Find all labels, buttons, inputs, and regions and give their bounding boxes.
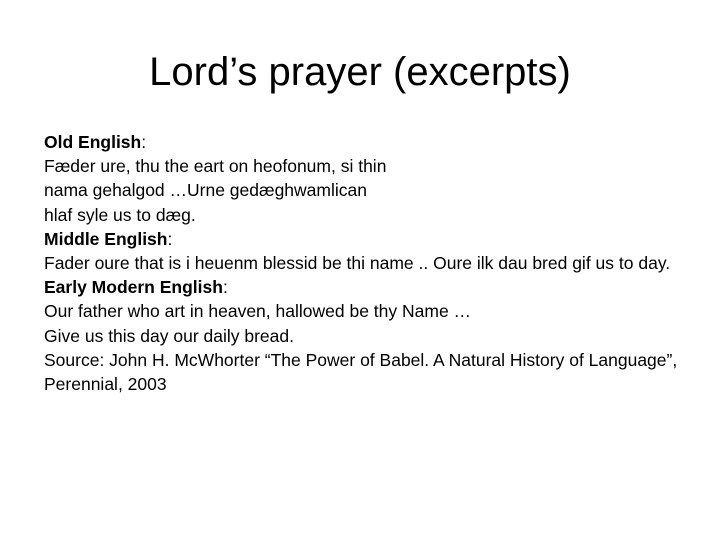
old-english-line-3: hlaf syle us to dæg. xyxy=(44,204,196,225)
middle-english-text: Fader oure that is i heuenm blessid be thi name .. Oure ilk dau bred gif us to day. xyxy=(44,253,671,274)
heading-early-modern-english: Early Modern English xyxy=(44,277,223,298)
slide-title: Lord’s prayer (excerpts) xyxy=(149,50,571,94)
early-modern-english-line-2: Give us this day our daily bread. xyxy=(44,325,294,346)
section-heading-old-english xyxy=(44,130,694,154)
section-heading-early-modern-english xyxy=(44,275,694,299)
source-citation: Source: John H. McWhorter “The Power of Babel. A Natural History of Language”, Perennial, 2003 xyxy=(44,349,678,395)
early-modern-english-line-1: Our father who art in heaven, hallowed be thy Name … xyxy=(44,301,472,322)
old-english-line-1: Fæder ure, thu the eart on heofonum, si thin xyxy=(44,156,387,177)
heading-middle-english: Middle English xyxy=(44,228,168,249)
old-english-line-2: nama gehalgod …Urne gedæghwamlican xyxy=(44,180,367,201)
heading-colon: : xyxy=(141,132,147,152)
heading-old-english: Old English xyxy=(44,132,142,152)
heading-colon: : xyxy=(167,228,173,249)
section-heading-middle-english xyxy=(44,227,694,251)
slide-body xyxy=(44,130,694,396)
heading-colon: : xyxy=(222,277,228,298)
